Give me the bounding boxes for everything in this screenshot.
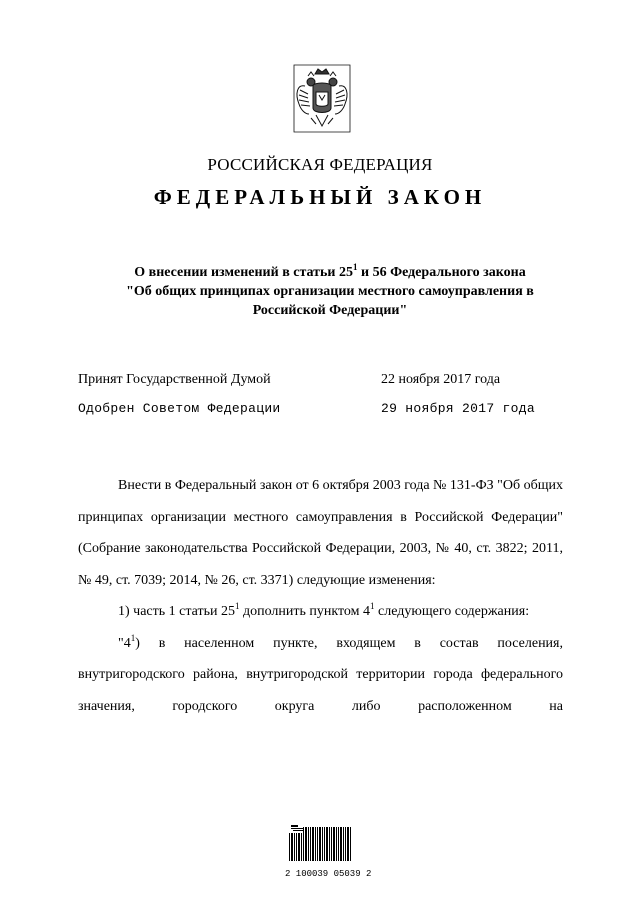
law-title-line-3: Российской Федерации" [252, 303, 408, 318]
law-title-line-1: О внесении изменений в статьи $25^1$ и 56 Федерального закона [134, 262, 526, 280]
country-name: РОССИЙСКАЯ ФЕДЕРАЦИЯ [207, 155, 433, 174]
council-approval-date: 29 ноября 2017 года [381, 401, 535, 416]
duma-adoption-date: 22 ноября 2017 года [381, 372, 501, 387]
duma-adoption-label: Принят Государственной Думой [78, 372, 271, 387]
coat-of-arms-icon [291, 62, 353, 138]
law-title [90, 263, 570, 320]
law-body [78, 470, 563, 722]
law-title-line-2: "Об общих принципах организации местного самоуправления в [126, 284, 534, 299]
paragraph-amendment-intro: Внести в Федеральный закон от 6 октября 2003 года № 131-ФЗ "Об общих принципах организации местного самоуправления в Российской Федерации" (Собрание законодательства Российской Федерации, 2003, № 40, ст. 3822; 2011, № 49, ст. 7039; 2014, № 26, ст. 3371) следующие изменения: [78, 478, 563, 588]
document-type: ФЕДЕРАЛЬНЫЙ ЗАКОН [153, 185, 487, 209]
council-approval-label: Одобрен Советом Федерации [78, 401, 281, 416]
paragraph-point-4-1: "$4^1$) в населенном пункте, входящем в состав поселения, внутригородского района, внутригородской территории города федерального значения, городского округа либо расположенном на [78, 632, 563, 714]
paragraph-item-1: 1) часть 1 статьи $25^1$ дополнить пунктом $4^1$ следующего содержания: [118, 601, 530, 619]
barcode-number: 2 100039 05039 2 [285, 869, 372, 879]
barcode-bars [285, 823, 353, 863]
document-barcode [285, 823, 372, 879]
